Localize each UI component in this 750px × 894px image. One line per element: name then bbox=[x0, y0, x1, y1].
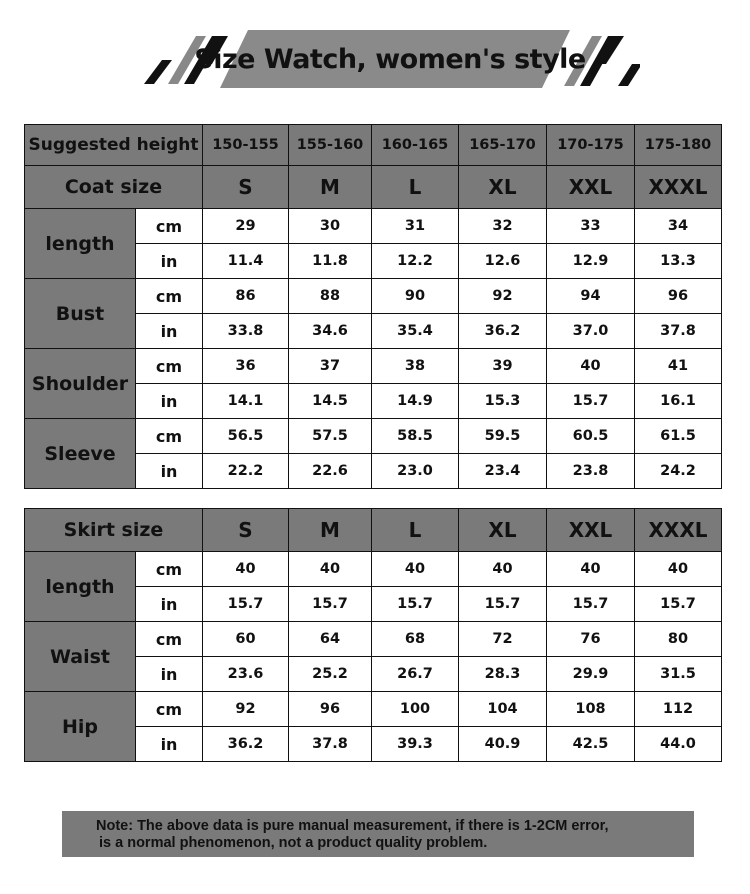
height-row bbox=[25, 125, 722, 166]
measurement-name: Waist bbox=[25, 622, 136, 692]
unit-label-cm: cm bbox=[136, 279, 203, 314]
value-cell: 60.5 bbox=[547, 419, 635, 454]
value-cell: 88 bbox=[289, 279, 372, 314]
size-cell: L bbox=[372, 166, 459, 209]
value-cell: 23.0 bbox=[372, 454, 459, 489]
unit-label-in: in bbox=[136, 454, 203, 489]
measurement-name: length bbox=[25, 209, 136, 279]
value-cell: 38 bbox=[372, 349, 459, 384]
size-cell: L bbox=[372, 509, 459, 552]
value-cell: 61.5 bbox=[635, 419, 722, 454]
unit-label-cm: cm bbox=[136, 419, 203, 454]
value-cell: 11.8 bbox=[289, 244, 372, 279]
value-cell: 86 bbox=[203, 279, 289, 314]
value-cell: 15.7 bbox=[547, 587, 635, 622]
height-range-cell: 155-160 bbox=[289, 125, 372, 166]
value-cell: 12.9 bbox=[547, 244, 635, 279]
measurement-row bbox=[25, 209, 722, 244]
value-cell: 40 bbox=[547, 552, 635, 587]
value-cell: 37.8 bbox=[289, 727, 372, 762]
measurement-name: Bust bbox=[25, 279, 136, 349]
height-range-cell: 150-155 bbox=[203, 125, 289, 166]
value-cell: 96 bbox=[289, 692, 372, 727]
height-range-cell: 165-170 bbox=[459, 125, 547, 166]
measurement-row bbox=[25, 622, 722, 657]
value-cell: 68 bbox=[372, 622, 459, 657]
value-cell: 39.3 bbox=[372, 727, 459, 762]
value-cell: 35.4 bbox=[372, 314, 459, 349]
value-cell: 40 bbox=[635, 552, 722, 587]
unit-label-in: in bbox=[136, 314, 203, 349]
unit-label-cm: cm bbox=[136, 692, 203, 727]
value-cell: 22.6 bbox=[289, 454, 372, 489]
value-cell: 37.0 bbox=[547, 314, 635, 349]
size-cell: XXXL bbox=[635, 509, 722, 552]
measurement-row bbox=[25, 279, 722, 314]
value-cell: 94 bbox=[547, 279, 635, 314]
size-row bbox=[25, 166, 722, 209]
size-cell: XXL bbox=[547, 166, 635, 209]
size-label: Skirt size bbox=[25, 509, 203, 552]
unit-label-in: in bbox=[136, 244, 203, 279]
value-cell: 31.5 bbox=[635, 657, 722, 692]
size-cell: XXXL bbox=[635, 166, 722, 209]
height-range-cell: 175-180 bbox=[635, 125, 722, 166]
value-cell: 33.8 bbox=[203, 314, 289, 349]
value-cell: 23.6 bbox=[203, 657, 289, 692]
measurement-name: Shoulder bbox=[25, 349, 136, 419]
note-line-1: Note: The above data is pure manual measurement, if there is 1-2CM error, bbox=[96, 818, 609, 834]
value-cell: 15.7 bbox=[289, 587, 372, 622]
value-cell: 92 bbox=[203, 692, 289, 727]
value-cell: 25.2 bbox=[289, 657, 372, 692]
size-cell: M bbox=[289, 509, 372, 552]
value-cell: 39 bbox=[459, 349, 547, 384]
value-cell: 15.7 bbox=[459, 587, 547, 622]
value-cell: 57.5 bbox=[289, 419, 372, 454]
value-cell: 26.7 bbox=[372, 657, 459, 692]
value-cell: 24.2 bbox=[635, 454, 722, 489]
value-cell: 31 bbox=[372, 209, 459, 244]
value-cell: 11.4 bbox=[203, 244, 289, 279]
value-cell: 30 bbox=[289, 209, 372, 244]
value-cell: 40 bbox=[203, 552, 289, 587]
size-cell: M bbox=[289, 166, 372, 209]
value-cell: 76 bbox=[547, 622, 635, 657]
value-cell: 34.6 bbox=[289, 314, 372, 349]
note-box bbox=[62, 811, 694, 857]
size-cell: XXL bbox=[547, 509, 635, 552]
value-cell: 34 bbox=[635, 209, 722, 244]
measurement-row bbox=[25, 692, 722, 727]
value-cell: 36.2 bbox=[459, 314, 547, 349]
unit-label-cm: cm bbox=[136, 209, 203, 244]
size-cell: XL bbox=[459, 509, 547, 552]
value-cell: 15.7 bbox=[203, 587, 289, 622]
coat-size-table bbox=[24, 124, 722, 489]
value-cell: 29 bbox=[203, 209, 289, 244]
measurement-row bbox=[25, 419, 722, 454]
height-range-cell: 170-175 bbox=[547, 125, 635, 166]
value-cell: 96 bbox=[635, 279, 722, 314]
value-cell: 64 bbox=[289, 622, 372, 657]
page-title: Size Watch, women's style bbox=[194, 43, 586, 75]
value-cell: 23.4 bbox=[459, 454, 547, 489]
value-cell: 40.9 bbox=[459, 727, 547, 762]
value-cell: 15.7 bbox=[635, 587, 722, 622]
measurement-name: Sleeve bbox=[25, 419, 136, 489]
measurement-name: length bbox=[25, 552, 136, 622]
value-cell: 37 bbox=[289, 349, 372, 384]
value-cell: 44.0 bbox=[635, 727, 722, 762]
value-cell: 23.8 bbox=[547, 454, 635, 489]
value-cell: 36.2 bbox=[203, 727, 289, 762]
value-cell: 15.3 bbox=[459, 384, 547, 419]
value-cell: 40 bbox=[459, 552, 547, 587]
value-cell: 12.2 bbox=[372, 244, 459, 279]
value-cell: 12.6 bbox=[459, 244, 547, 279]
value-cell: 36 bbox=[203, 349, 289, 384]
value-cell: 40 bbox=[547, 349, 635, 384]
height-label: Suggested height bbox=[25, 125, 203, 166]
unit-label-cm: cm bbox=[136, 349, 203, 384]
value-cell: 59.5 bbox=[459, 419, 547, 454]
value-cell: 41 bbox=[635, 349, 722, 384]
size-cell: S bbox=[203, 509, 289, 552]
value-cell: 15.7 bbox=[547, 384, 635, 419]
value-cell: 13.3 bbox=[635, 244, 722, 279]
value-cell: 100 bbox=[372, 692, 459, 727]
value-cell: 108 bbox=[547, 692, 635, 727]
value-cell: 104 bbox=[459, 692, 547, 727]
title-banner bbox=[140, 28, 640, 90]
value-cell: 14.9 bbox=[372, 384, 459, 419]
size-cell: S bbox=[203, 166, 289, 209]
value-cell: 80 bbox=[635, 622, 722, 657]
measurement-name: Hip bbox=[25, 692, 136, 762]
value-cell: 60 bbox=[203, 622, 289, 657]
size-row bbox=[25, 509, 722, 552]
note-line-2: is a normal phenomenon, not a product quality problem. bbox=[99, 835, 488, 851]
value-cell: 16.1 bbox=[635, 384, 722, 419]
value-cell: 32 bbox=[459, 209, 547, 244]
unit-label-in: in bbox=[136, 657, 203, 692]
value-cell: 37.8 bbox=[635, 314, 722, 349]
height-range-cell: 160-165 bbox=[372, 125, 459, 166]
skirt-size-table bbox=[24, 508, 722, 762]
value-cell: 42.5 bbox=[547, 727, 635, 762]
measurement-row bbox=[25, 552, 722, 587]
unit-label-in: in bbox=[136, 727, 203, 762]
value-cell: 72 bbox=[459, 622, 547, 657]
value-cell: 29.9 bbox=[547, 657, 635, 692]
value-cell: 56.5 bbox=[203, 419, 289, 454]
value-cell: 33 bbox=[547, 209, 635, 244]
unit-label-in: in bbox=[136, 587, 203, 622]
value-cell: 22.2 bbox=[203, 454, 289, 489]
value-cell: 40 bbox=[289, 552, 372, 587]
value-cell: 92 bbox=[459, 279, 547, 314]
value-cell: 28.3 bbox=[459, 657, 547, 692]
unit-label-in: in bbox=[136, 384, 203, 419]
value-cell: 58.5 bbox=[372, 419, 459, 454]
value-cell: 15.7 bbox=[372, 587, 459, 622]
size-cell: XL bbox=[459, 166, 547, 209]
value-cell: 90 bbox=[372, 279, 459, 314]
size-label: Coat size bbox=[25, 166, 203, 209]
value-cell: 112 bbox=[635, 692, 722, 727]
value-cell: 40 bbox=[372, 552, 459, 587]
unit-label-cm: cm bbox=[136, 552, 203, 587]
value-cell: 14.1 bbox=[203, 384, 289, 419]
value-cell: 14.5 bbox=[289, 384, 372, 419]
measurement-row bbox=[25, 349, 722, 384]
unit-label-cm: cm bbox=[136, 622, 203, 657]
